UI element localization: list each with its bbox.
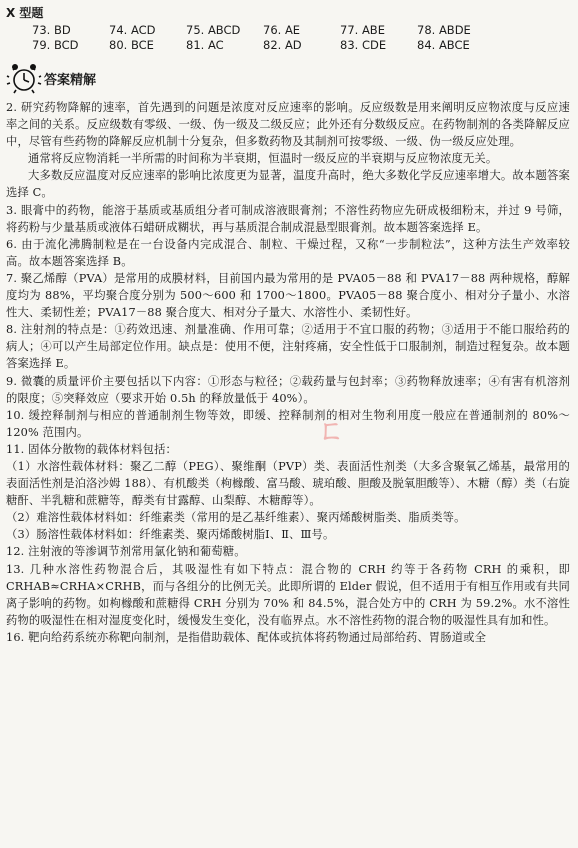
paragraph: 16. 靶向给药系统亦称靶向制剂，是指借助载体、配体或抗体将药物通过局部给药、胃肠道或全	[6, 630, 487, 644]
answer-item: 74. ACD	[109, 23, 156, 37]
alarm-clock-icon	[6, 61, 42, 95]
section-label: X 型题	[6, 6, 44, 20]
paragraph: 大多数反应温度对反应速率的影响比浓度更为显著，温度升高时，绝大多数化学反应速率增大。故本题答案选择 C。	[6, 169, 570, 200]
paragraph: 10. 缓控释制剂与相应的普通制剂生物等效，即缓、控释制剂的相对生物利用度一般应在普通制剂的 80%～120% 范围内。	[6, 408, 570, 439]
paragraph: （2）难溶性载体材料如：纤维素类（常用的是乙基纤维素）、聚丙烯酸树脂类、脂质类等。	[6, 511, 466, 525]
answer-analysis-heading	[6, 61, 570, 95]
answer-item: 75. ABCD	[186, 23, 241, 37]
answer-item: 77. ABE	[340, 23, 385, 37]
answer-item: 79. BCD	[32, 38, 79, 52]
paragraph: 11. 固体分散物的载体材料包括：	[6, 442, 177, 456]
answer-body	[6, 99, 570, 646]
answer-item: 84. ABCE	[417, 38, 470, 52]
answer-row	[6, 23, 570, 38]
answer-item: 80. BCE	[109, 38, 154, 52]
paragraph: （1）水溶性载体材料：聚乙二醇（PEG）、聚维酮（PVP）类、表面活性剂类（大多含聚氧乙烯基，最常用的表面活性剂是泊洛沙姆 188）、有机酸类（枸橼酸、富马酸、琥珀酸、胆酸及脱氧胆酸等）、木糖（醇）类（右旋糖酐、半乳糖和蔗糖等，醇类有甘露醇、山梨醇、木糖醇等）。	[6, 459, 570, 508]
paragraph: 13. 几种水溶性药物混合后，其吸湿性有如下特点：混合物的 CRH 约等于各药物 CRH 的乘积，即 CRHAB≈CRHA×CRHB，而与各组分的比例无关。此即所谓的 Elder 假说，但不适用于有相互作用或有共同离子影响的药物。如枸橼酸和蔗糖得 CRH 分别为 70% 和 84.5%，混合处方中的 CRH 为 59.2%。水不溶性药物的吸湿性在相对湿度变化时，缓慢发生变化，没有临界点。水不溶性药物的混合物的吸湿性具有加和性。	[6, 562, 570, 627]
paragraph: 6. 由于流化沸腾制粒是在一台设备内完成混合、制粒、干燥过程，又称“一步制粒法”，这种方法生产效率较高。故本题答案选择 B。	[6, 237, 570, 268]
answer-item: 83. CDE	[340, 38, 387, 52]
paragraph: 12. 注射液的等渗调节剂常用氯化钠和葡萄糖。	[6, 545, 246, 559]
answer-item: 82. AD	[263, 38, 302, 52]
paragraph: 8. 注射剂的特点是：①药效迅速、剂量准确、作用可靠；②适用于不宜口服的药物；③适用于不能口服给药的病人；④可以产生局部定位作用。缺点是：使用不便，注射疼痛，安全性低于口服制剂，制造过程复杂。故本题答案选择 E。	[6, 323, 570, 371]
answer-item: 73. BD	[32, 23, 71, 37]
answer-item: 76. AE	[263, 23, 301, 37]
answer-row	[6, 38, 570, 53]
paragraph: 3. 眼膏中的药物，能溶于基质或基质组分者可制成溶液眼膏剂；不溶性药物应先研成极细粉末，并过 9 号筛，将药粉与少量基质或液体石蜡研成糊状，再与基质混合制成混悬型眼膏剂。故本题答案选择 E。	[6, 203, 570, 234]
heading-title: 答案精解	[44, 72, 97, 88]
watermark: ㄈ	[318, 416, 347, 446]
paragraph: 9. 微囊的质量评价主要包括以下内容：①形态与粒径；②载药量与包封率；③药物释放速率；④有害有机溶剂的限度；⑤突释效应（要求开始 0.5h 的释放量低于 40%）。	[6, 374, 570, 405]
answer-item: 81. AC	[186, 38, 224, 52]
paragraph: 2. 研究药物降解的速率，首先遇到的问题是浓度对反应速率的影响。反应级数是用来阐明反应物浓度与反应速率之间的关系。反应级数有零级、一级、伪一级及二级反应；此外还有分数级反应。在药物制剂的各类降解反应中，尽管有些药物的降解反应机制十分复杂，但多数药物及其制剂可按零级、一级、伪一级反应处理。	[6, 101, 570, 149]
paragraph: （3）肠溶性载体材料如：纤维素类、聚丙烯酸树脂Ⅰ、Ⅱ、Ⅲ号。	[6, 528, 335, 542]
paragraph: 通常将反应物消耗一半所需的时间称为半衰期，恒温时一级反应的半衰期与反应物浓度无关。	[28, 152, 498, 166]
paragraph: 7. 聚乙烯醇（PVA）是常用的成膜材料，目前国内最为常用的是 PVA05－88 和 PVA17－88 两种规格，醇解度均为 88%，平均聚合度分别为 500～600 和 1700～1800。PVA05－88 聚合度小、相对分子量小、水溶性大、柔韧性差；PVA17－88 聚合度大、相对分子量大、水溶性小、柔韧性好。	[6, 271, 570, 320]
answer-item: 78. ABDE	[417, 23, 471, 37]
